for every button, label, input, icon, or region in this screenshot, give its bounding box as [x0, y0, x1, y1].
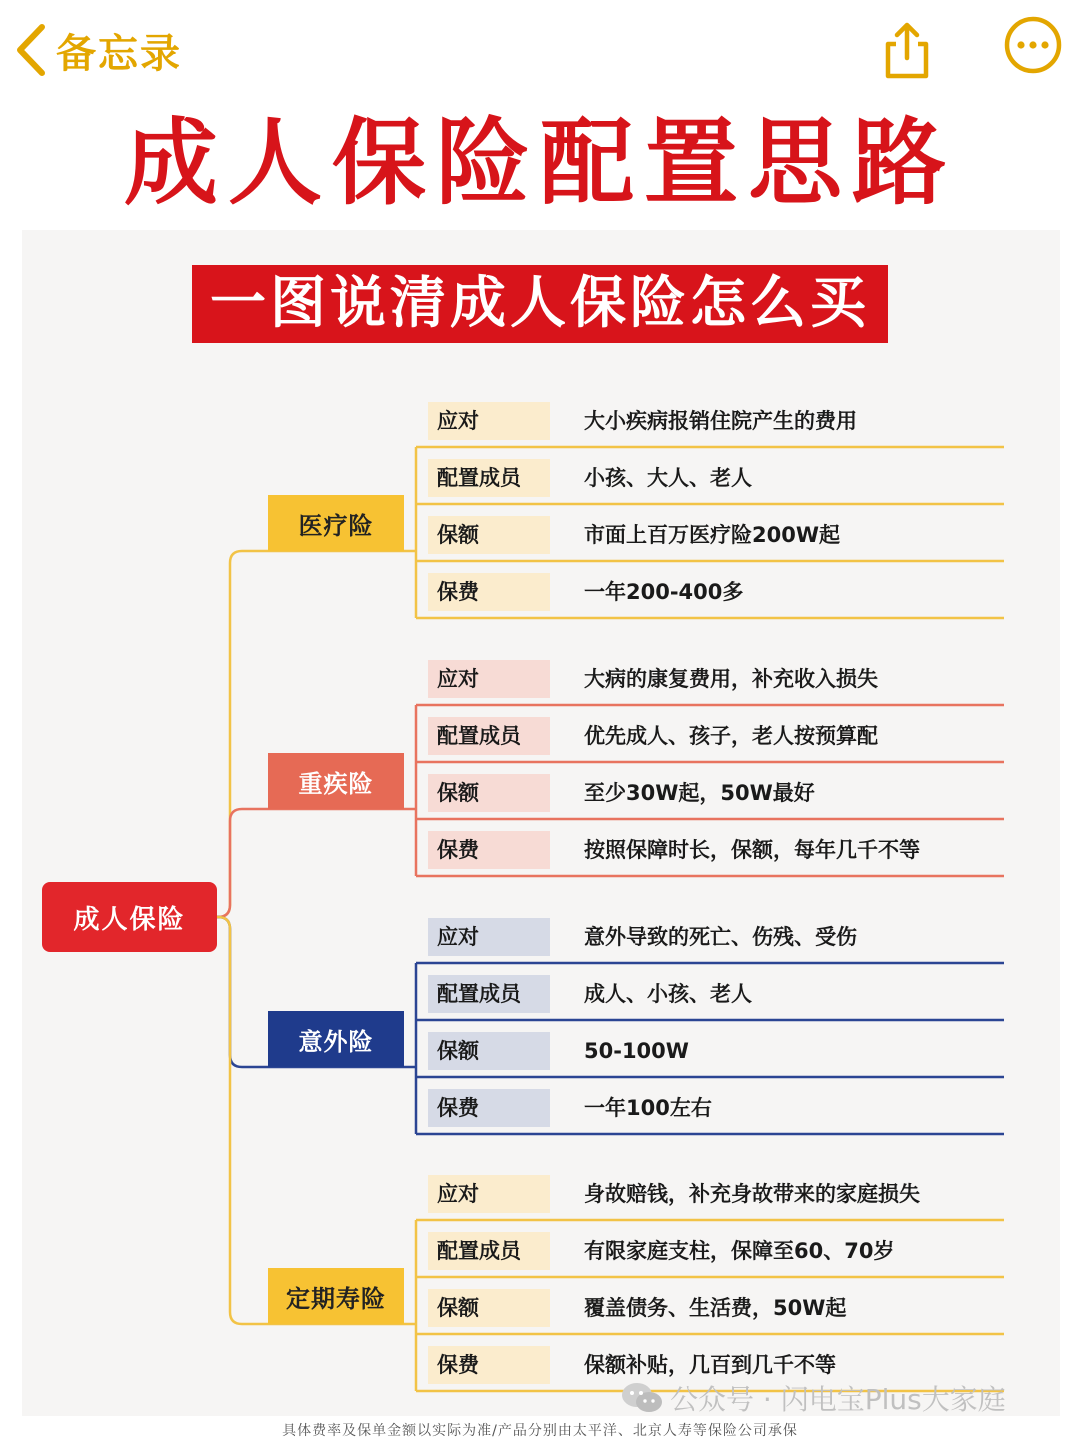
watermark-text: 公众号 · 闪电宝Plus大家庭 — [670, 1383, 1006, 1416]
row-value-term-life-members: 有限家庭支柱，保障至60、70岁 — [584, 1239, 895, 1263]
share-button[interactable] — [880, 20, 934, 80]
row-key-critical-illness-premium: 保费 — [428, 831, 550, 869]
row-value-medical-sum-insured: 市面上百万医疗险200W起 — [584, 523, 840, 547]
row-key-term-life-members: 配置成员 — [428, 1232, 550, 1270]
row-value-critical-illness-coverage: 大病的康复费用，补充收入损失 — [584, 667, 878, 691]
branch-medical: 医疗险 — [268, 495, 404, 551]
mind-map-root: 成人保险 — [42, 882, 217, 952]
row-key-accident-coverage: 应对 — [428, 918, 550, 956]
watermark — [620, 1378, 1006, 1418]
row-key-critical-illness-sum-insured: 保额 — [428, 774, 550, 812]
page-title: 成人保险配置思路 — [123, 109, 956, 218]
nav-bar — [0, 0, 1080, 100]
row-value-critical-illness-sum-insured: 至少30W起，50W最好 — [584, 781, 815, 805]
row-key-term-life-sum-insured: 保额 — [428, 1289, 550, 1327]
back-label: 备忘录 — [56, 30, 182, 77]
chevron-left-icon — [14, 23, 48, 77]
row-key-term-life-coverage: 应对 — [428, 1175, 550, 1213]
share-icon — [880, 20, 934, 80]
wechat-icon — [620, 1380, 664, 1416]
row-key-medical-sum-insured: 保额 — [428, 516, 550, 554]
row-key-accident-members: 配置成员 — [428, 975, 550, 1013]
note-image — [22, 230, 1060, 1416]
row-value-medical-coverage: 大小疾病报销住院产生的费用 — [584, 409, 857, 433]
row-value-term-life-premium: 保额补贴，几百到几千不等 — [584, 1353, 836, 1377]
row-value-accident-sum-insured: 50-100W — [584, 1039, 689, 1063]
row-value-term-life-sum-insured: 覆盖债务、生活费，50W起 — [584, 1296, 847, 1320]
row-key-accident-sum-insured: 保额 — [428, 1032, 550, 1070]
row-value-medical-premium: 一年200-400多 — [584, 580, 744, 604]
row-key-critical-illness-coverage: 应对 — [428, 660, 550, 698]
more-icon — [1004, 16, 1062, 74]
row-value-accident-coverage: 意外导致的死亡、伤残、受伤 — [584, 925, 857, 949]
row-key-medical-premium: 保费 — [428, 573, 550, 611]
row-key-critical-illness-members: 配置成员 — [428, 717, 550, 755]
row-value-term-life-coverage: 身故赔钱，补充身故带来的家庭损失 — [584, 1182, 920, 1206]
back-button[interactable] — [14, 20, 182, 80]
branch-critical-illness: 重疾险 — [268, 753, 404, 809]
branch-accident: 意外险 — [268, 1011, 404, 1067]
row-value-critical-illness-premium: 按照保障时长，保额，每年几千不等 — [584, 838, 920, 862]
row-key-medical-coverage: 应对 — [428, 402, 550, 440]
row-value-accident-members: 成人、小孩、老人 — [584, 982, 752, 1006]
row-value-accident-premium: 一年100左右 — [584, 1096, 712, 1120]
more-button[interactable] — [1004, 16, 1062, 74]
image-banner: 一图说清成人保险怎么买 — [192, 265, 888, 343]
row-key-term-life-premium: 保费 — [428, 1346, 550, 1384]
row-value-medical-members: 小孩、大人、老人 — [584, 466, 752, 490]
branch-term-life: 定期寿险 — [268, 1268, 404, 1324]
row-value-critical-illness-members: 优先成人、孩子，老人按预算配 — [584, 724, 878, 748]
footnote: 具体费率及保单金额以实际为准/产品分别由太平洋、北京人寿等保险公司承保 — [282, 1423, 798, 1439]
row-key-accident-premium: 保费 — [428, 1089, 550, 1127]
row-key-medical-members: 配置成员 — [428, 459, 550, 497]
